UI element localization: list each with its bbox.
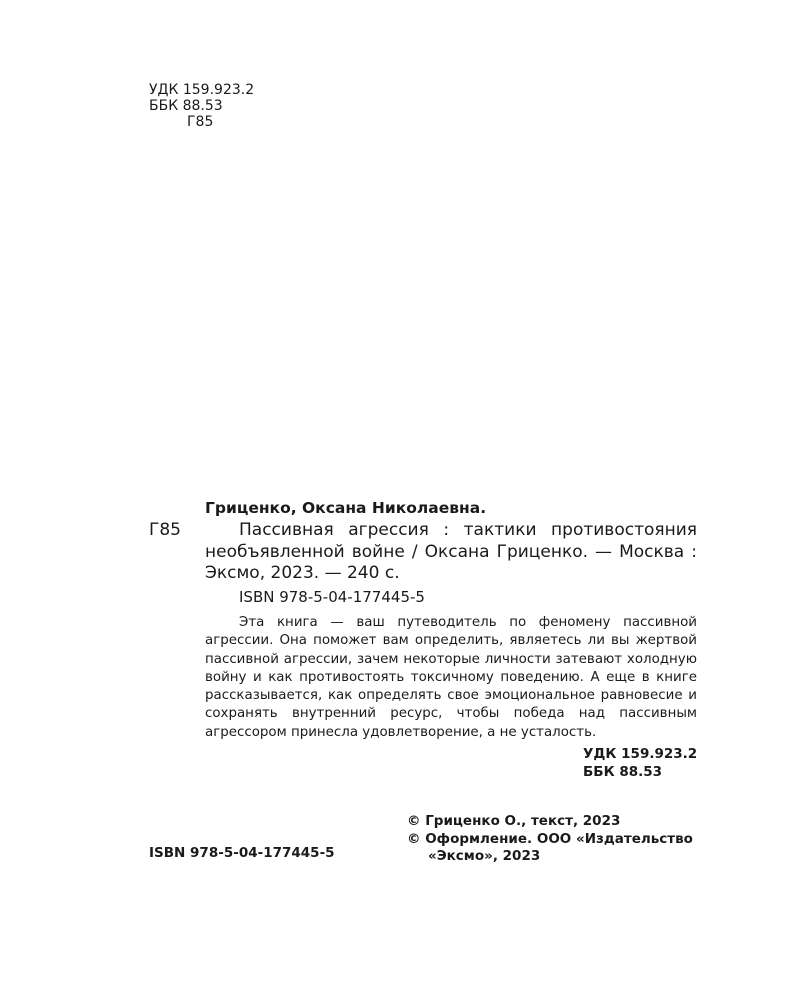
classification-codes-card [583, 745, 697, 781]
classification-codes-top [149, 82, 254, 130]
card-author: Гриценко, Оксана Николаевна. [205, 499, 487, 517]
card-udk-code: УДК 159.923.2 [583, 746, 698, 762]
copyright-block [407, 813, 693, 866]
author-mark: Г85 [187, 114, 214, 130]
isbn-bottom: ISBN 978-5-04-177445-5 [149, 845, 335, 861]
copyright-design-line: © Оформление. ООО «Издательство [407, 830, 693, 847]
copyright-text-line: © Гриценко О., текст, 2023 [407, 813, 621, 829]
card-author-mark: Г85 [149, 520, 181, 540]
annotation-text: Эта книга — ваш путеводитель по феномену пассивной агрессии. Она поможет вам определить, являетесь ли вы жертвой пассивной агрессии, зачем некоторые личности затевают холодную войну и как противостоять токсичному поведению. А еще в книге рассказывается, как определять свое эмоциональное равновесие и сохранять внутренний ресурс, чтобы победа над пассивным агрессором принесла удовлетворение, а не усталость. [205, 615, 697, 740]
card-isbn: ISBN 978-5-04-177445-5 [239, 588, 425, 606]
card-bbk-code: ББК 88.53 [583, 764, 663, 780]
card-title-block: Пассивная агрессия : тактики противостояния необъявленной войне / Оксана Гриценко. — Москва : Эксмо, 2023. — 240 с. [205, 520, 697, 583]
udk-code: УДК 159.923.2 [149, 82, 255, 98]
bbk-code: ББК 88.53 [149, 98, 223, 114]
copyright-publisher-line: «Эксмо», 2023 [428, 848, 541, 864]
